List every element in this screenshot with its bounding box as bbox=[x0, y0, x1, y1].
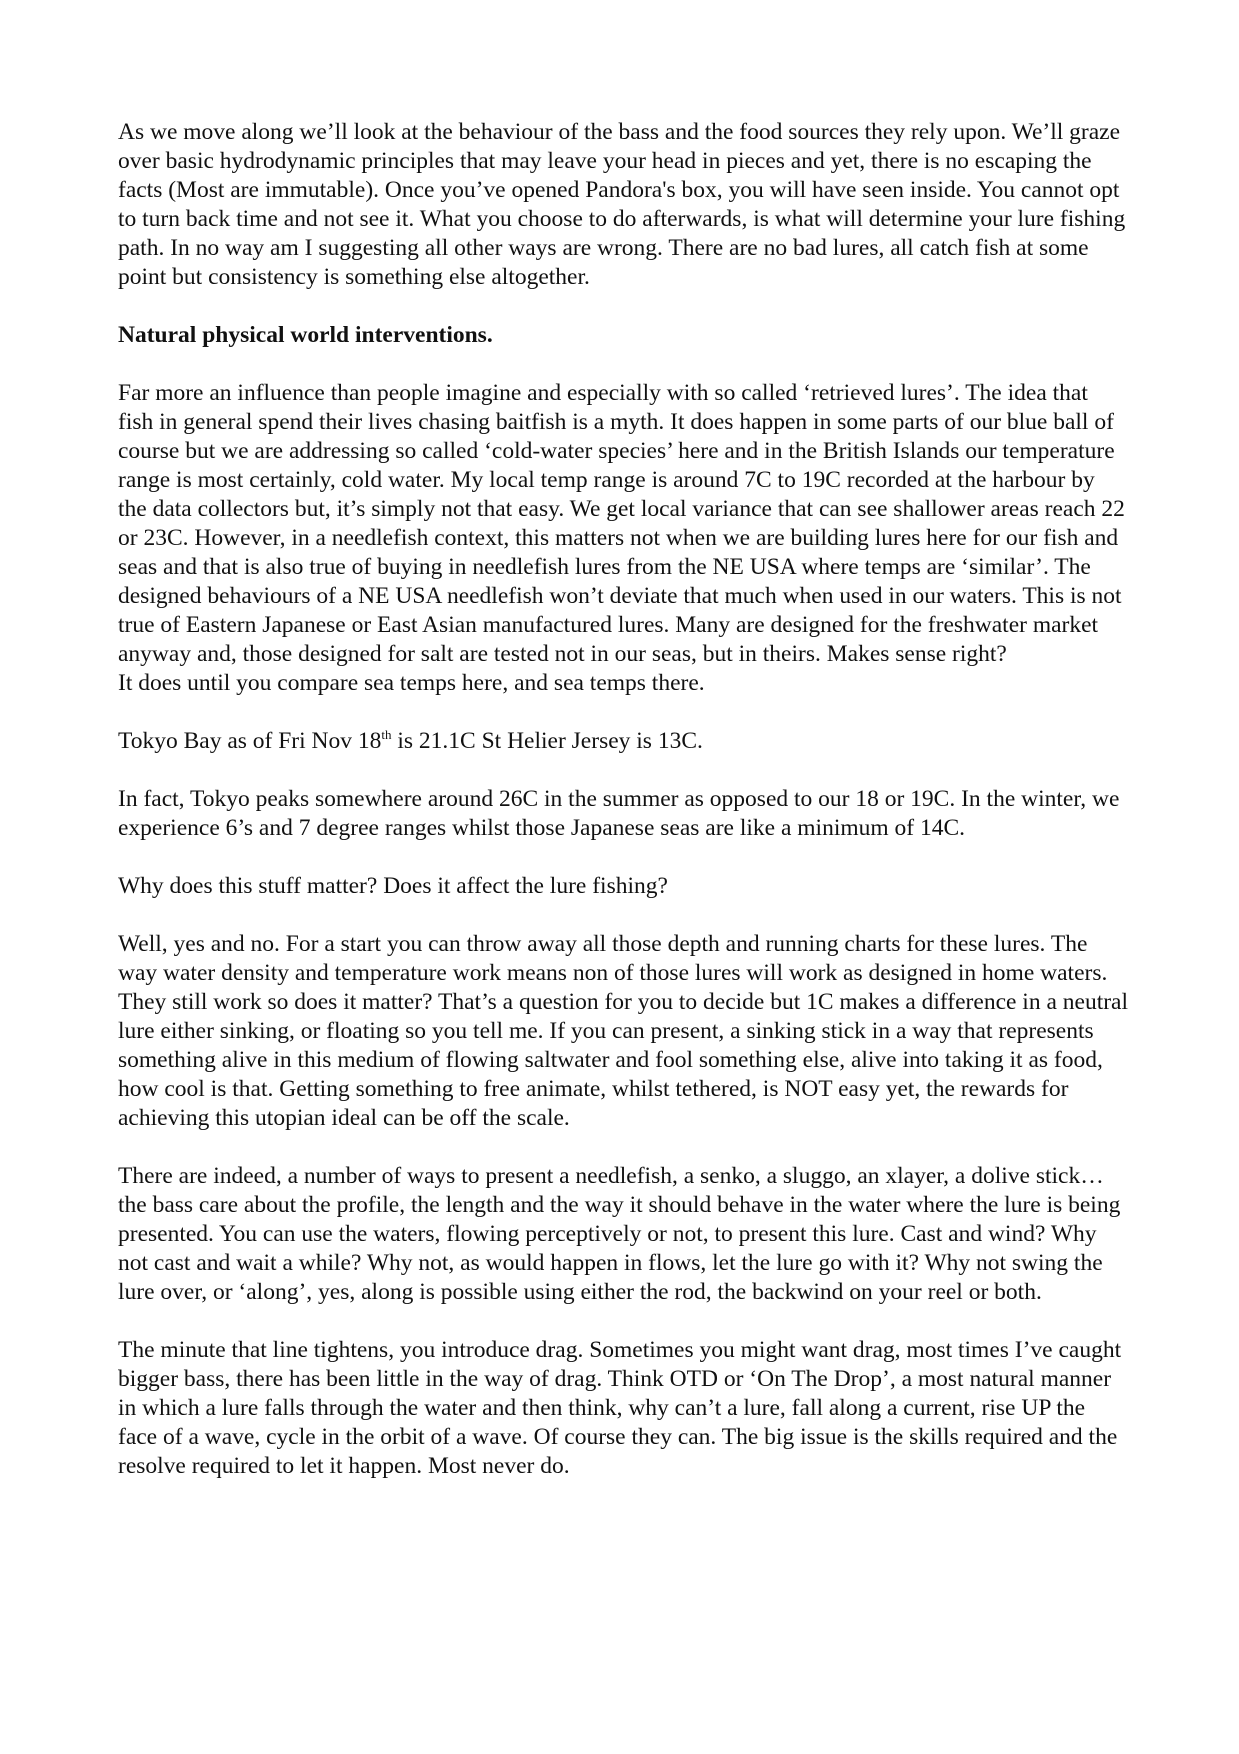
temperature-paragraph-last-line: It does until you compare sea temps here, and sea temps there. bbox=[118, 670, 705, 696]
temperature-paragraph-body: Far more an influence than people imagine and especially with so called ‘retrieved lures’. The idea that fish in general spend their lives chasing baitfish is a myth. It does happen in some parts of our blue ball of course but we are addressing so called ‘cold-water species’ here and in the British Islands our temperature range is most certainly, cold water. My local temp range is around 7C to 19C recorded at the harbour by the data collectors but, it’s simply not that easy. We get local variance that can see shallower areas reach 22 or 23C. However, in a needlefish context, this matters not when we are building lures here for our fish and seas and that is also true of buying in needlefish lures from the NE USA where temps are ‘similar’. The designed behaviours of a NE USA needlefish won’t deviate that much when used in our waters. This is not true of Eastern Japanese or East Asian manufactured lures. Many are designed for the freshwater market anyway and, those designed for salt are tested not in our seas, but in theirs. Makes sense right? bbox=[118, 380, 1125, 667]
intro-paragraph: As we move along we’ll look at the behaviour of the bass and the food sources they rely upon. We’ll graze over basic hydrodynamic principles that may leave your head in pieces and yet, there is no escaping the facts (Most are immutable). Once you’ve opened Pandora's box, you will have seen inside. You cannot opt to turn back time and not see it. What you choose to do afterwards, is what will determine your lure fishing path. In no way am I suggesting all other ways are wrong. There are no bad lures, all catch fish at some point but consistency is something else altogether. bbox=[118, 119, 1126, 290]
seasonal-temps-paragraph: In fact, Tokyo peaks somewhere around 26C in the summer as opposed to our 18 or 19C. In the winter, we experience 6’s and 7 degree ranges whilst those Japanese seas are like a minimum of 14C. bbox=[118, 786, 1120, 841]
drag-paragraph: The minute that line tightens, you introduce drag. Sometimes you might want drag, most times I’ve caught bigger bass, there has been little in the way of drag. Think OTD or ‘On The Drop’, a most natural manner in which a lure falls through the water and then think, why can’t a lure, fall along a current, rise UP the face of a wave, cycle in the orbit of a wave. Of course they can. The big issue is the skills required and the resolve required to let it happen. Most never do. bbox=[118, 1337, 1122, 1479]
section-heading: Natural physical world interventions. bbox=[118, 322, 493, 348]
tokyo-line-start: Tokyo Bay as of Fri Nov 18 bbox=[118, 728, 382, 754]
question-paragraph: Why does this stuff matter? Does it affect the lure fishing? bbox=[118, 873, 668, 899]
tokyo-line-end: is 21.1C St Helier Jersey is 13C. bbox=[391, 728, 703, 754]
ordinal-suffix: th bbox=[381, 727, 392, 742]
tokyo-comparison-line bbox=[118, 727, 1128, 756]
presentation-paragraph: There are indeed, a number of ways to present a needlefish, a senko, a sluggo, an xlayer, a dolive stick… the bass care about the profile, the length and the way it should behave in the water where the lure is being presented. You can use the waters, flowing perceptively or not, to present this lure. Cast and wind? Why not cast and wait a while? Why not, as would happen in flows, let the lure go with it? Why not swing the lure over, or ‘along’, yes, along is possible using either the rod, the backwind on your reel or both. bbox=[118, 1163, 1121, 1305]
document-page bbox=[118, 118, 1128, 1510]
density-paragraph: Well, yes and no. For a start you can throw away all those depth and running charts for these lures. The way water density and temperature work means non of those lures will work as designed in home waters. They still work so does it matter? That’s a question for you to decide but 1C makes a difference in a neutral lure either sinking, or floating so you tell me. If you can present, a sinking stick in a way that represents something alive in this medium of flowing saltwater and fool something else, alive into taking it as food, how cool is that. Getting something to free animate, whilst tethered, is NOT easy yet, the rewards for achieving this utopian ideal can be off the scale. bbox=[118, 931, 1129, 1131]
temperature-paragraph bbox=[118, 379, 1128, 698]
